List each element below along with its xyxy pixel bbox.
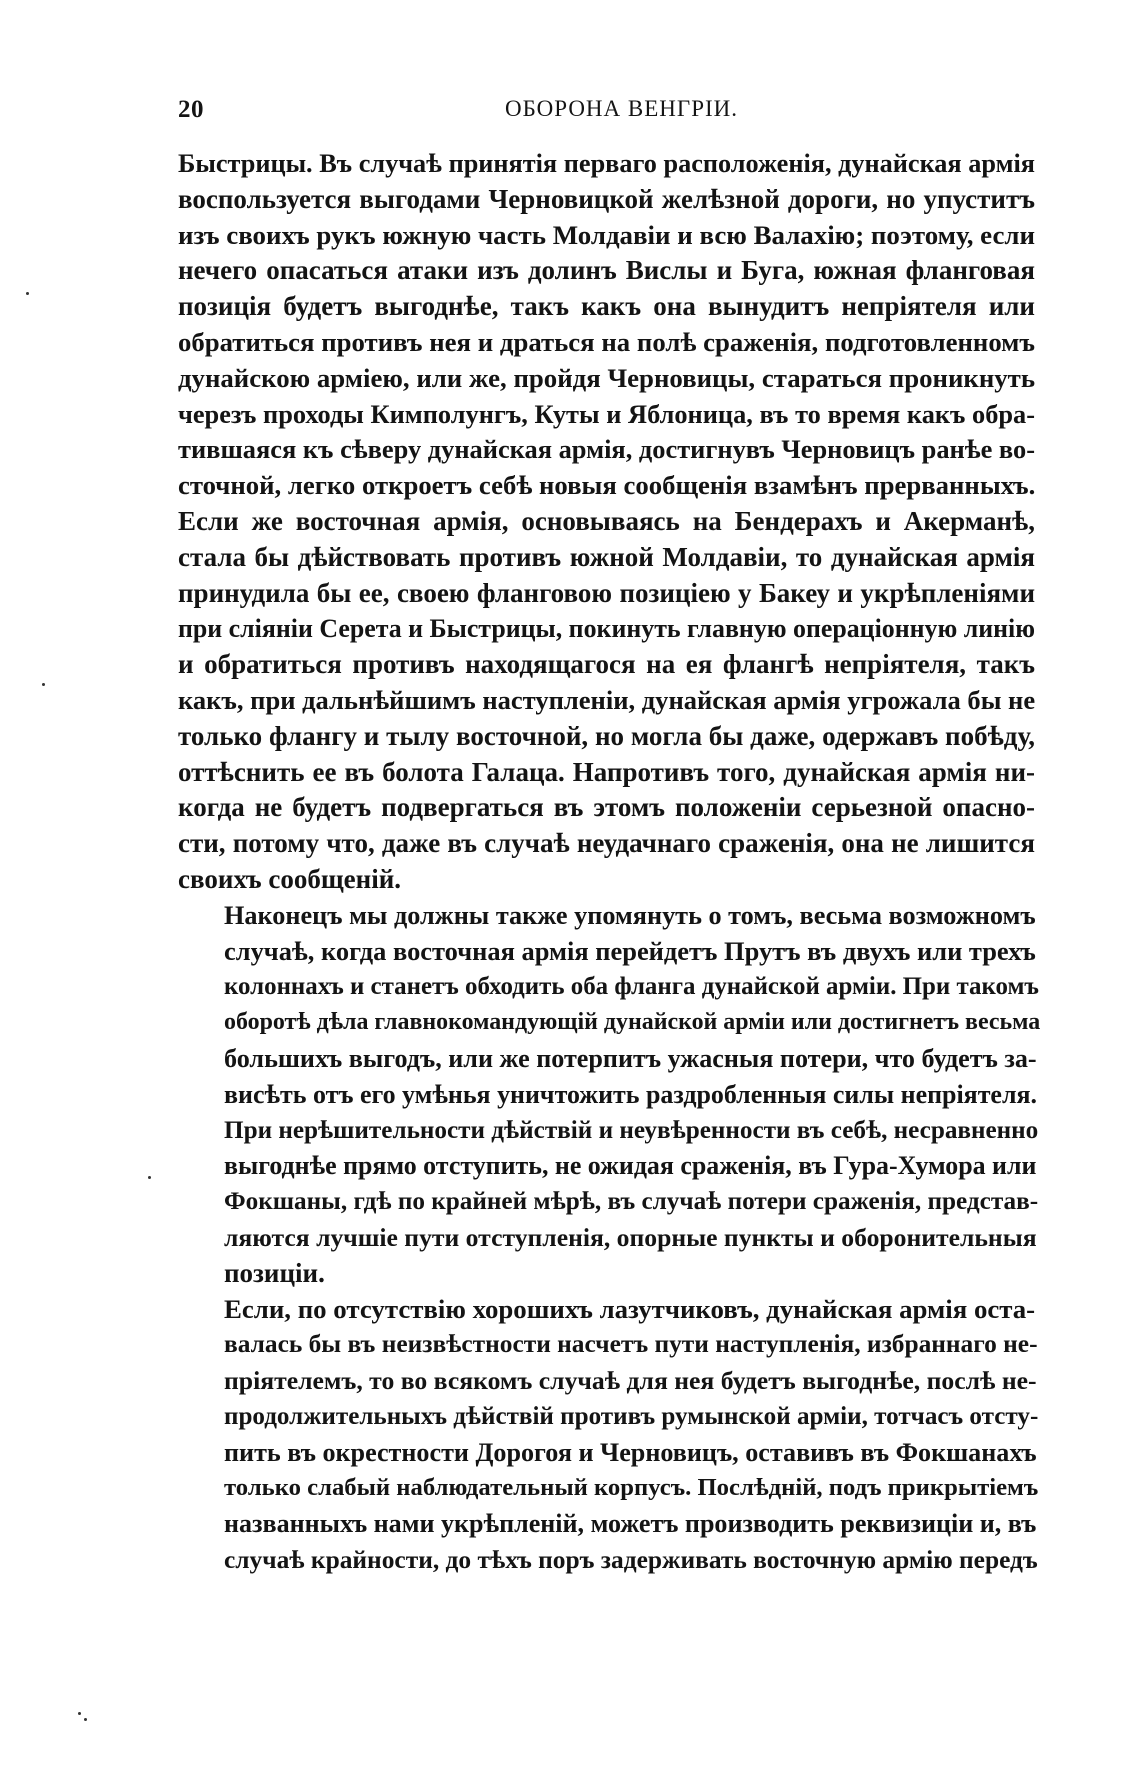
paragraph xyxy=(178,898,1041,1292)
text-line: валась бы въ неизвѣстности насчетъ пути наступленія, избраннаго не- xyxy=(224,1330,1038,1359)
text-line: случаѣ крайности, до тѣхъ поръ задерживать восточную армію передъ xyxy=(224,1545,1038,1575)
text-line: принудила бы ее, своею фланговою позиціею у Бакеу и укрѣпленіями xyxy=(178,577,1035,608)
scan-speck xyxy=(84,1718,87,1721)
text-line: своихъ сообщеній. xyxy=(178,863,402,894)
text-line: При нерѣшительности дѣйствій и неувѣренности въ себѣ, несравненно xyxy=(224,1116,1039,1144)
text-line: Если же восточная армія, основываясь на Бендерахъ и Акерманѣ, xyxy=(178,505,1035,536)
text-line: большихъ выгодъ, или же потерпитъ ужасныя потери, что будетъ за- xyxy=(224,1043,1037,1073)
text-line: сточной, легко откроетъ себѣ новыя сообщенія взамѣнъ прерванныхъ. xyxy=(178,470,1036,501)
paragraph xyxy=(178,146,1035,898)
paragraph xyxy=(178,1292,1039,1578)
scan-speck xyxy=(42,683,45,686)
text-line: сти, потому что, даже въ случаѣ неудачнаго сраженія, она не лишится xyxy=(178,828,1035,859)
text-line: позиція будетъ выгоднѣе, такъ какъ она вынудитъ непріятеля или xyxy=(178,291,1035,322)
running-head xyxy=(178,96,1035,126)
scan-speck xyxy=(78,1712,81,1715)
body-text xyxy=(178,146,1041,1578)
text-line: колоннахъ и станетъ обходить оба фланга дунайской арміи. При такомъ xyxy=(224,973,1039,1001)
text-line: оборотѣ дѣла главнокомандующій дунайской арміи или достигнетъ весьма xyxy=(224,1009,1041,1036)
text-line: и обратиться противъ находящагося на ея флангѣ непріятеля, такъ xyxy=(178,649,1035,680)
running-title: ОБОРОНА ВЕНГРІИ. xyxy=(504,96,739,121)
text-line: нечего опасаться атаки изъ долинъ Вислы и Буга, южная фланговая xyxy=(178,255,1035,286)
text-line: только флангу и тылу восточной, но могла бы даже, одержавъ побѣду, xyxy=(178,720,1035,751)
text-line: черезъ проходы Кимполунгъ, Куты и Яблоница, въ то время какъ обра- xyxy=(178,399,1035,429)
text-line: случаѣ, когда восточная армія перейдетъ Прутъ въ двухъ или трехъ xyxy=(224,935,1036,966)
text-line: оттѣснить ее въ болота Галаца. Напротивъ того, дунайская армія ни- xyxy=(178,756,1035,787)
text-line: Фокшаны, гдѣ по крайней мѣрѣ, въ случаѣ потери сраженія, представ- xyxy=(224,1188,1039,1216)
text-line: воспользуется выгодами Черновицкой желѣзной дороги, но упуститъ xyxy=(178,183,1035,214)
text-line: ляются лучшіе пути отступленія, опорные пункты и оборонительныя xyxy=(224,1222,1037,1252)
text-line: Наконецъ мы должны также упомянуть о томъ, весьма возможномъ xyxy=(224,900,1036,930)
text-line: выгоднѣе прямо отступить, не ожидая сраженія, въ Гура-Хумора или xyxy=(224,1151,1037,1181)
text-line: только слабый наблюдательный корпусъ. Послѣдній, подъ прикрытіемъ xyxy=(224,1474,1039,1502)
text-line: тившаяся къ сѣверу дунайская армія, достигнувъ Черновицъ ранѣе во- xyxy=(178,434,1035,465)
text-line: Быстрицы. Въ случаѣ принятія перваго расположенія, дунайская армія xyxy=(178,149,1035,178)
scan-speck xyxy=(26,292,29,295)
text-line: названныхъ нами укрѣпленій, можетъ производить реквизиціи и, въ xyxy=(224,1509,1037,1539)
text-line: обратиться противъ нея и драться на полѣ сраженія, подготовленномъ xyxy=(178,326,1035,357)
text-line: пріятелемъ, то во всякомъ случаѣ для нея будетъ выгоднѣе, послѣ не- xyxy=(224,1366,1037,1396)
text-line: продолжительныхъ дѣйствій противъ румынской арміи, тотчасъ отсту- xyxy=(224,1402,1039,1430)
text-line: когда не будетъ подвергаться въ этомъ положеніи серьезной опасно- xyxy=(178,792,1035,823)
scan-speck xyxy=(148,1176,151,1179)
text-line: позиціи. xyxy=(224,1257,325,1288)
text-line: стала бы дѣйствовать противъ южной Молдавіи, то дунайская армія xyxy=(178,541,1035,572)
page-number: 20 xyxy=(178,96,204,123)
text-line: висѣть отъ его умѣнья уничтожить раздробленныя силы непріятеля. xyxy=(224,1079,1038,1109)
text-line: Если, по отсутствію хорошихъ лазутчиковъ, дунайская армія оста- xyxy=(224,1293,1036,1324)
text-line: какъ, при дальнѣйшимъ наступленіи, дунайская армія угрожала бы не xyxy=(178,684,1036,715)
text-line: при сліяніи Серета и Быстрицы, покинуть главную операціонную линію xyxy=(178,614,1035,644)
text-line: дунайскою арміею, или же, пройдя Черновицы, стараться проникнуть xyxy=(178,362,1035,393)
text-line: пить въ окрестности Дорогоя и Черновицъ, оставивъ въ Фокшанахъ xyxy=(224,1437,1037,1467)
text-line: изъ своихъ рукъ южную часть Молдавіи и всю Валахію; поэтому, если xyxy=(178,219,1035,250)
